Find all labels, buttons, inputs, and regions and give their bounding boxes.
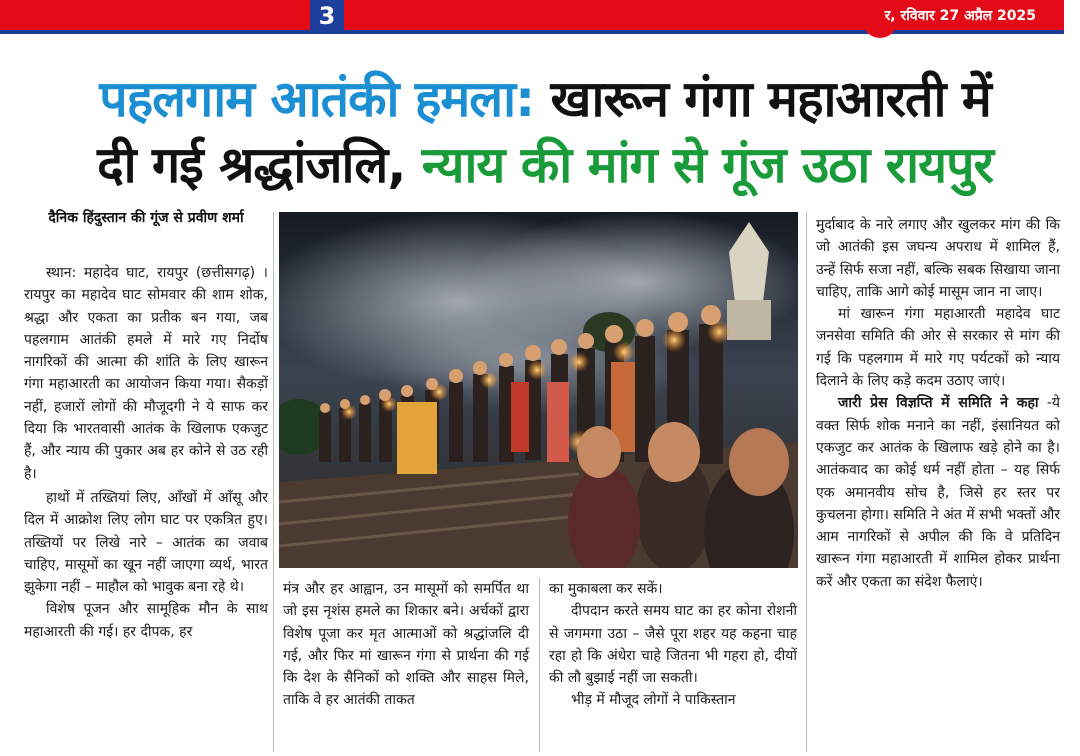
headline-blue-part: पहलगाम आतंकी हमला: (99, 70, 535, 128)
page-number: 3 (310, 0, 344, 32)
issue-date: र, रविवार 27 अप्रैल 2025 (880, 2, 1064, 30)
column-divider-2 (539, 578, 540, 752)
headline-green-part: न्याय की मांग से गूंज उठा रायपुर (405, 136, 993, 194)
col3-paragraph-1: का मुकाबला कर सकें। (549, 581, 663, 597)
aarti-crowd-photo (279, 212, 798, 568)
byline: दैनिक हिंदुस्तान की गूंज से प्रवीण शर्मा (48, 210, 244, 226)
top-blue-line (0, 30, 1064, 34)
article-column-1 (24, 262, 268, 643)
headline-dark-part-2: दी गई श्रद्धांजलि, (97, 136, 406, 194)
col1-paragraph-1: स्थान: महादेव घाट, रायपुर (छत्तीसगढ़) । रायपुर का महादेव घाट सोमवार की शाम शोक, श्रद्धा और एकता का प्रतीक बन गया, जब पहलगाम आतंकी हमले में मारे गए निर्दोष नागरिकों की आत्मा की शांति के लिए खारून गंगा महाआरती का आयोजन किया गया। सैकड़ों नहीं, हजारों लोगों की मौजूदगी ने ये साफ कर दिया कि भारतवासी आतंक के खिलाफ एकजुट हैं, और न्याय की पुकार अब हर कोने से उठ रही है। (24, 265, 268, 482)
col3-paragraph-3: भीड़ में मौजूद लोगों ने पाकिस्तान (571, 692, 736, 709)
col4-paragraph-2: मां खारून गंगा महाआरती महादेव घाट जनसेवा समिति की ओर से सरकार से मांग की गई कि पहलगाम में मारे गए पर्यटकों को न्याय दिलाने के लिए कड़े कदम उठाए जाएं। (816, 306, 1060, 390)
headline-line-1 (20, 66, 1070, 132)
column-divider-3 (806, 212, 807, 752)
column-divider-1 (273, 212, 274, 752)
col4-paragraph-1: मुर्दाबाद के नारे लगाए और खुलकर मांग की कि जो आतंकी इस जघन्य अपराध में शामिल हैं, उन्हें सिर्फ सजा नहीं, बल्कि सबक सिखाया जाना चाहिए, ताकि आगे कोई मासूम जान ना जाए। (816, 217, 1060, 300)
article-column-4 (816, 214, 1060, 593)
press-release-text: -ये वक्त सिर्फ शोक मनाने का नहीं, इंसानियत को एकजुट कर आतंक के खिलाफ खड़े होने का है। आतंकवाद का कोई धर्म नहीं होता – यह सिर्फ एक अमानवीय सोच है, जिसे हर स्तर पर कुचलना होगा। समिति ने अंत में सभी भक्तों और आम नागरिकों से अपील की कि वे प्रतिदिन खारून गंगा महाआरती में शामिल होकर प्रार्थना करें और एकता का संदेश फैलाएं। (816, 395, 1060, 590)
headline (20, 66, 1070, 198)
col1-paragraph-3: विशेष पूजन और सामूहिक मौन के साथ महाआरती की गई। हर दीपक, हर (24, 601, 268, 640)
article-column-2 (283, 578, 529, 712)
article-column-3 (549, 578, 797, 712)
headline-line-2 (20, 132, 1070, 198)
top-bar (0, 0, 1080, 36)
col3-paragraph-2: दीपदान करते समय घाट का हर कोना रोशनी से जगमगा उठा – जैसे पूरा शहर यह कहना चाह रहा हो कि अंधेरा चाहे जितना भी गहरा हो, दीयों की लौ बुझाई नहीं जा सकती। (549, 603, 797, 687)
col4-paragraph-3 (816, 392, 1060, 593)
press-release-lead: जारी प्रेस विज्ञप्ति में समिति ने कहा (838, 395, 1039, 412)
headline-dark-part-1: खारून गंगा महाआरती में (534, 70, 991, 128)
col2-paragraph-1: मंत्र और हर आह्वान, उन मासूमों को समर्पित था जो इस नृशंस हमले का शिकार बने। अर्चकों द्वारा विशेष पूजा कर मृत आत्माओं को श्रद्धांजलि दी गई, और फिर मां खारून गंगा से प्रार्थना की गई कि देश के सैनिकों को शक्ति और साहस मिले, ताकि वे हर आतंकी ताकत (283, 581, 529, 709)
article-photo (279, 212, 798, 568)
col1-paragraph-2: हाथों में तख्तियां लिए, आँखों में आँसू और दिल में आक्रोश लिए लोग घाट पर एकत्रित हुए। तख्तियों पर लिखे नारे – आतंक का जवाब चाहिए, मासूमों का खून नहीं जाएगा व्यर्थ, भारत झुकेगा नहीं – माहौल को भावुक बना रहे थे। (24, 489, 268, 596)
